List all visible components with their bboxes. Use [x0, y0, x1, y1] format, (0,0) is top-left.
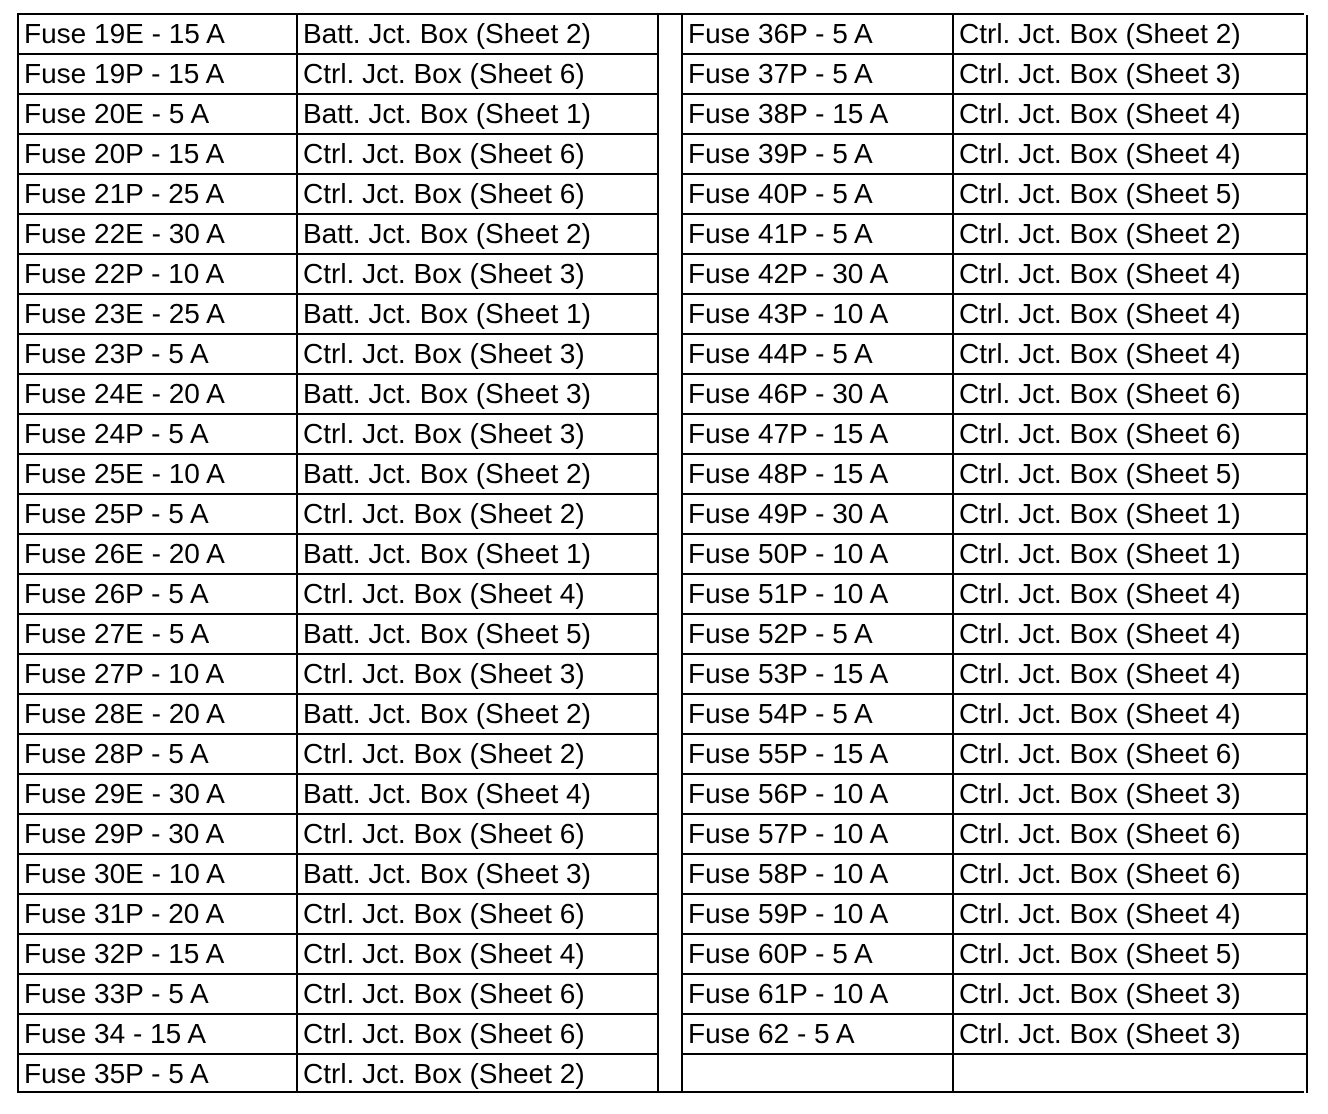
location-cell: Ctrl. Jct. Box (Sheet 6)	[297, 134, 658, 174]
location-cell: Ctrl. Jct. Box (Sheet 6)	[953, 814, 1307, 854]
table-row	[18, 854, 658, 894]
fuse-cell: Fuse 19E - 15 A	[18, 15, 297, 54]
table-row	[682, 15, 1307, 54]
table-row	[682, 334, 1307, 374]
table-row	[18, 454, 658, 494]
fuse-cell: Fuse 52P - 5 A	[682, 614, 953, 654]
table-row	[682, 174, 1307, 214]
fuse-cell: Fuse 25P - 5 A	[18, 494, 297, 534]
fuse-cell: Fuse 50P - 10 A	[682, 534, 953, 574]
table-row	[18, 934, 658, 974]
fuse-cell: Fuse 57P - 10 A	[682, 814, 953, 854]
location-cell: Ctrl. Jct. Box (Sheet 4)	[953, 614, 1307, 654]
location-cell: Ctrl. Jct. Box (Sheet 4)	[953, 254, 1307, 294]
location-cell: Ctrl. Jct. Box (Sheet 1)	[953, 494, 1307, 534]
table-row	[18, 134, 658, 174]
table-row	[682, 1014, 1307, 1054]
fuse-cell: Fuse 54P - 5 A	[682, 694, 953, 734]
table-row	[18, 214, 658, 254]
location-cell: Ctrl. Jct. Box (Sheet 4)	[953, 574, 1307, 614]
fuse-cell: Fuse 36P - 5 A	[682, 15, 953, 54]
table-row	[682, 54, 1307, 94]
fuse-cell: Fuse 55P - 15 A	[682, 734, 953, 774]
table-row	[18, 774, 658, 814]
fuse-cell: Fuse 33P - 5 A	[18, 974, 297, 1014]
fuse-cell: Fuse 24P - 5 A	[18, 414, 297, 454]
location-cell: Ctrl. Jct. Box (Sheet 2)	[953, 214, 1307, 254]
location-cell: Batt. Jct. Box (Sheet 4)	[297, 774, 658, 814]
location-cell: Ctrl. Jct. Box (Sheet 4)	[953, 894, 1307, 934]
table-row	[18, 174, 658, 214]
location-cell: Ctrl. Jct. Box (Sheet 6)	[297, 894, 658, 934]
table-row	[682, 574, 1307, 614]
table-row	[682, 534, 1307, 574]
fuse-cell: Fuse 27E - 5 A	[18, 614, 297, 654]
fuse-cell: Fuse 34 - 15 A	[18, 1014, 297, 1054]
fuse-cell: Fuse 37P - 5 A	[682, 54, 953, 94]
table-row	[682, 214, 1307, 254]
location-cell: Ctrl. Jct. Box (Sheet 5)	[953, 174, 1307, 214]
table-row	[682, 814, 1307, 854]
fuse-cell: Fuse 38P - 15 A	[682, 94, 953, 134]
fuse-cell: Fuse 49P - 30 A	[682, 494, 953, 534]
table-row	[18, 574, 658, 614]
location-cell: Ctrl. Jct. Box (Sheet 1)	[953, 534, 1307, 574]
fuse-cell: Fuse 20E - 5 A	[18, 94, 297, 134]
location-cell: Ctrl. Jct. Box (Sheet 3)	[297, 414, 658, 454]
table-row	[18, 734, 658, 774]
fuse-location-table	[17, 13, 1304, 1093]
location-cell: Ctrl. Jct. Box (Sheet 6)	[297, 174, 658, 214]
fuse-cell: Fuse 47P - 15 A	[682, 414, 953, 454]
table-row	[682, 1054, 1307, 1093]
location-cell: Ctrl. Jct. Box (Sheet 4)	[953, 294, 1307, 334]
location-cell: Batt. Jct. Box (Sheet 5)	[297, 614, 658, 654]
table-row	[682, 694, 1307, 734]
table-row	[682, 494, 1307, 534]
location-cell: Ctrl. Jct. Box (Sheet 5)	[953, 454, 1307, 494]
location-cell: Ctrl. Jct. Box (Sheet 4)	[297, 574, 658, 614]
location-cell: Ctrl. Jct. Box (Sheet 6)	[953, 854, 1307, 894]
location-cell: Ctrl. Jct. Box (Sheet 3)	[297, 654, 658, 694]
fuse-cell: Fuse 43P - 10 A	[682, 294, 953, 334]
fuse-cell: Fuse 59P - 10 A	[682, 894, 953, 934]
table-row	[18, 94, 658, 134]
location-cell: Batt. Jct. Box (Sheet 3)	[297, 854, 658, 894]
fuse-cell: Fuse 20P - 15 A	[18, 134, 297, 174]
fuse-cell: Fuse 48P - 15 A	[682, 454, 953, 494]
table-row	[682, 454, 1307, 494]
fuse-cell: Fuse 30E - 10 A	[18, 854, 297, 894]
location-cell: Ctrl. Jct. Box (Sheet 5)	[953, 934, 1307, 974]
fuse-cell: Fuse 40P - 5 A	[682, 174, 953, 214]
location-cell: Ctrl. Jct. Box (Sheet 6)	[953, 414, 1307, 454]
location-cell: Batt. Jct. Box (Sheet 2)	[297, 694, 658, 734]
fuse-cell: Fuse 21P - 25 A	[18, 174, 297, 214]
fuse-cell: Fuse 53P - 15 A	[682, 654, 953, 694]
fuse-cell: Fuse 29E - 30 A	[18, 774, 297, 814]
table-row	[682, 654, 1307, 694]
table-row	[18, 334, 658, 374]
fuse-cell: Fuse 46P - 30 A	[682, 374, 953, 414]
table-row	[18, 894, 658, 934]
fuse-cell: Fuse 56P - 10 A	[682, 774, 953, 814]
table-row	[18, 15, 658, 54]
table-row	[18, 374, 658, 414]
table-row	[18, 814, 658, 854]
location-cell: Ctrl. Jct. Box (Sheet 6)	[297, 54, 658, 94]
fuse-cell: Fuse 29P - 30 A	[18, 814, 297, 854]
table-row	[682, 854, 1307, 894]
location-cell: Ctrl. Jct. Box (Sheet 2)	[297, 734, 658, 774]
fuse-cell: Fuse 26E - 20 A	[18, 534, 297, 574]
table-row	[682, 774, 1307, 814]
table-row	[18, 494, 658, 534]
fuse-cell: Fuse 62 - 5 A	[682, 1014, 953, 1054]
table-row	[18, 534, 658, 574]
location-cell: Ctrl. Jct. Box (Sheet 3)	[953, 974, 1307, 1014]
location-cell	[953, 1054, 1307, 1093]
fuse-cell: Fuse 28E - 20 A	[18, 694, 297, 734]
left-fuse-table	[17, 15, 659, 1093]
fuse-cell: Fuse 23E - 25 A	[18, 294, 297, 334]
location-cell: Ctrl. Jct. Box (Sheet 3)	[297, 254, 658, 294]
fuse-cell: Fuse 61P - 10 A	[682, 974, 953, 1014]
location-cell: Batt. Jct. Box (Sheet 1)	[297, 94, 658, 134]
location-cell: Batt. Jct. Box (Sheet 1)	[297, 294, 658, 334]
location-cell: Batt. Jct. Box (Sheet 2)	[297, 15, 658, 54]
table-row	[18, 1054, 658, 1093]
location-cell: Ctrl. Jct. Box (Sheet 4)	[297, 934, 658, 974]
location-cell: Ctrl. Jct. Box (Sheet 3)	[297, 334, 658, 374]
location-cell: Ctrl. Jct. Box (Sheet 4)	[953, 94, 1307, 134]
table-row	[18, 294, 658, 334]
table-row	[682, 974, 1307, 1014]
fuse-cell: Fuse 26P - 5 A	[18, 574, 297, 614]
location-cell: Ctrl. Jct. Box (Sheet 2)	[297, 1054, 658, 1093]
location-cell: Ctrl. Jct. Box (Sheet 3)	[953, 1014, 1307, 1054]
fuse-cell: Fuse 23P - 5 A	[18, 334, 297, 374]
location-cell: Ctrl. Jct. Box (Sheet 4)	[953, 334, 1307, 374]
location-cell: Ctrl. Jct. Box (Sheet 4)	[953, 694, 1307, 734]
fuse-cell: Fuse 41P - 5 A	[682, 214, 953, 254]
fuse-cell	[682, 1054, 953, 1093]
location-cell: Batt. Jct. Box (Sheet 2)	[297, 454, 658, 494]
fuse-cell: Fuse 42P - 30 A	[682, 254, 953, 294]
location-cell: Ctrl. Jct. Box (Sheet 3)	[953, 54, 1307, 94]
table-row	[18, 54, 658, 94]
location-cell: Batt. Jct. Box (Sheet 2)	[297, 214, 658, 254]
table-row	[18, 254, 658, 294]
table-row	[682, 254, 1307, 294]
fuse-cell: Fuse 25E - 10 A	[18, 454, 297, 494]
table-row	[682, 894, 1307, 934]
table-row	[18, 974, 658, 1014]
location-cell: Batt. Jct. Box (Sheet 1)	[297, 534, 658, 574]
fuse-cell: Fuse 39P - 5 A	[682, 134, 953, 174]
location-cell: Ctrl. Jct. Box (Sheet 2)	[953, 15, 1307, 54]
right-fuse-table	[681, 15, 1308, 1093]
table-row	[682, 374, 1307, 414]
fuse-cell: Fuse 44P - 5 A	[682, 334, 953, 374]
table-row	[18, 1014, 658, 1054]
location-cell: Ctrl. Jct. Box (Sheet 2)	[297, 494, 658, 534]
fuse-cell: Fuse 32P - 15 A	[18, 934, 297, 974]
location-cell: Ctrl. Jct. Box (Sheet 3)	[953, 774, 1307, 814]
table-row	[682, 94, 1307, 134]
location-cell: Ctrl. Jct. Box (Sheet 6)	[297, 1014, 658, 1054]
location-cell: Batt. Jct. Box (Sheet 3)	[297, 374, 658, 414]
location-cell: Ctrl. Jct. Box (Sheet 4)	[953, 654, 1307, 694]
fuse-cell: Fuse 22E - 30 A	[18, 214, 297, 254]
table-row	[18, 614, 658, 654]
fuse-cell: Fuse 22P - 10 A	[18, 254, 297, 294]
table-row	[18, 694, 658, 734]
location-cell: Ctrl. Jct. Box (Sheet 6)	[297, 974, 658, 1014]
fuse-cell: Fuse 35P - 5 A	[18, 1054, 297, 1093]
location-cell: Ctrl. Jct. Box (Sheet 6)	[953, 374, 1307, 414]
location-cell: Ctrl. Jct. Box (Sheet 6)	[953, 734, 1307, 774]
location-cell: Ctrl. Jct. Box (Sheet 6)	[297, 814, 658, 854]
table-row	[682, 734, 1307, 774]
fuse-cell: Fuse 24E - 20 A	[18, 374, 297, 414]
table-row	[682, 294, 1307, 334]
fuse-cell: Fuse 31P - 20 A	[18, 894, 297, 934]
fuse-cell: Fuse 28P - 5 A	[18, 734, 297, 774]
table-row	[682, 134, 1307, 174]
fuse-cell: Fuse 51P - 10 A	[682, 574, 953, 614]
table-row	[682, 934, 1307, 974]
fuse-cell: Fuse 27P - 10 A	[18, 654, 297, 694]
fuse-cell: Fuse 58P - 10 A	[682, 854, 953, 894]
fuse-cell: Fuse 60P - 5 A	[682, 934, 953, 974]
table-row	[682, 614, 1307, 654]
table-row	[682, 414, 1307, 454]
table-row	[18, 654, 658, 694]
location-cell: Ctrl. Jct. Box (Sheet 4)	[953, 134, 1307, 174]
fuse-cell: Fuse 19P - 15 A	[18, 54, 297, 94]
table-row	[18, 414, 658, 454]
table-gap	[659, 15, 681, 1091]
